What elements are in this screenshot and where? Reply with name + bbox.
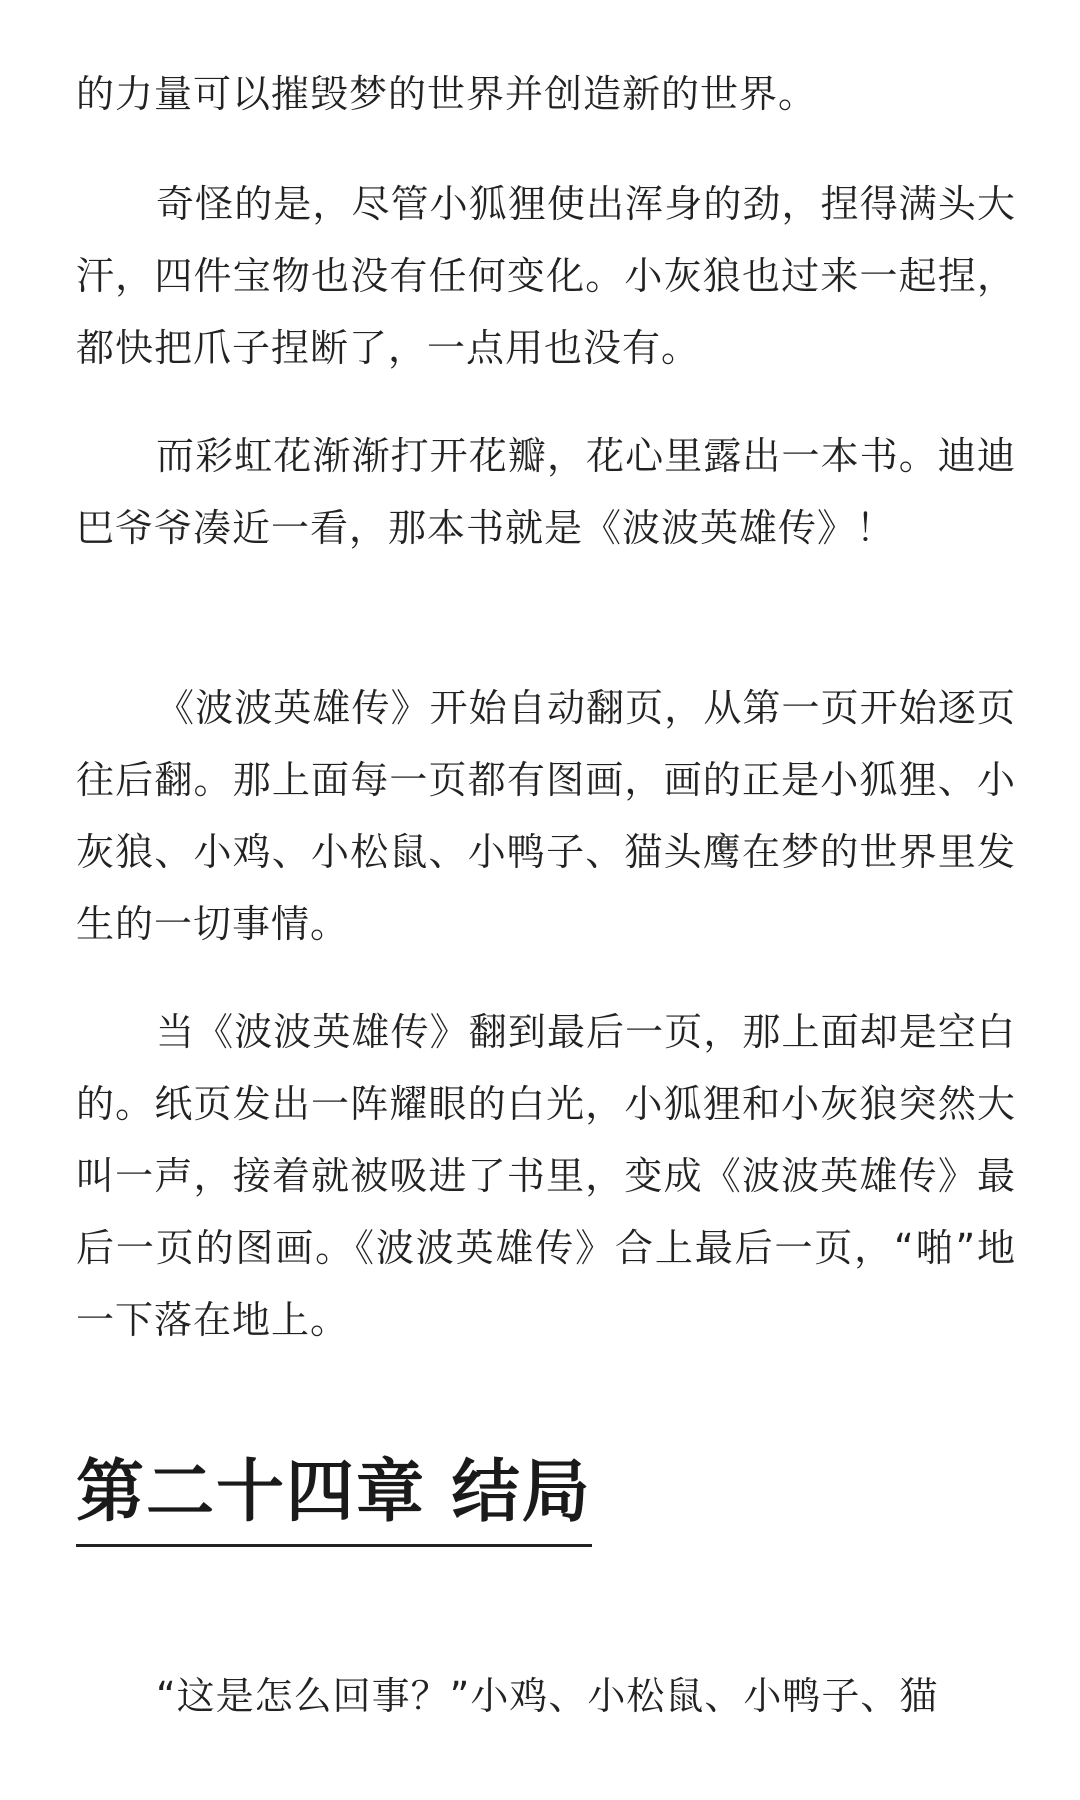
paragraph-rainbow-flower: 而彩虹花渐渐打开花瓣，花心里露出一本书。迪迪巴爷爷凑近一看，那本书就是《波波英雄传》！ <box>76 434 1016 550</box>
paragraph-continued: 的力量可以摧毁梦的世界并创造新的世界。 <box>76 72 818 116</box>
paragraph-last-page: 当《波波英雄传》翻到最后一页，那上面却是空白的。纸页发出一阵耀眼的白光，小狐狸和小灰狼突然大叫一声，接着就被吸进了书里，变成《波波英雄传》最后一页的图画。《波波英雄传》合上最后一页，“啪”地一下落在地上。 <box>76 1010 1016 1342</box>
paragraph-chapter-start: “这是怎么回事？”小鸡、小松鼠、小鸭子、猫 <box>156 1674 939 1718</box>
paragraph-treasures: 奇怪的是，尽管小狐狸使出浑身的劲，捏得满头大汗，四件宝物也没有任何变化。小灰狼也过来一起捏，都快把爪子捏断了，一点用也没有。 <box>76 182 1016 370</box>
chapter-title: 第二十四章 结局 <box>76 1448 592 1547</box>
paragraph-book-pages: 《波波英雄传》开始自动翻页，从第一页开始逐页往后翻。那上面每一页都有图画，画的正是小狐狸、小灰狼、小鸡、小松鼠、小鸭子、猫头鹰在梦的世界里发生的一切事情。 <box>76 686 1016 946</box>
